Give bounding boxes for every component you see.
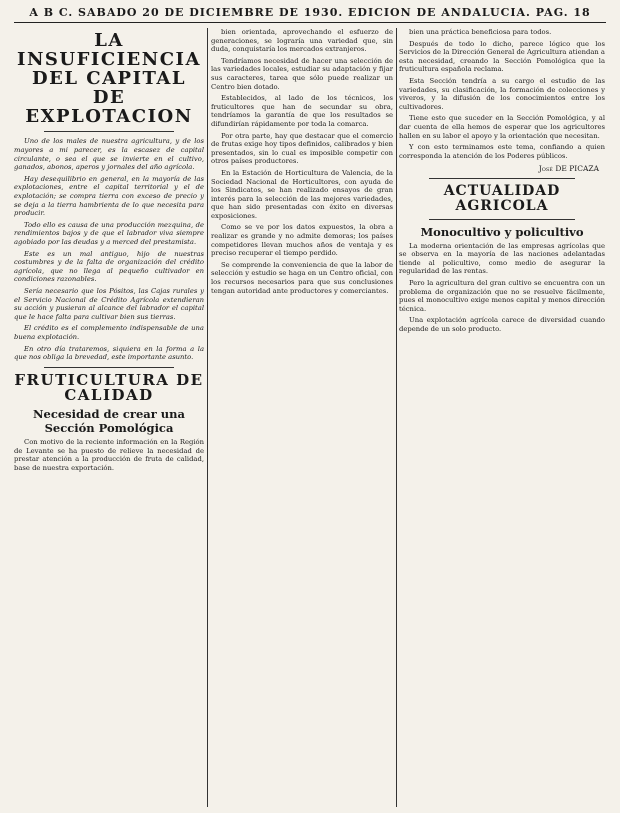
paragraph: Tiene esto que suceder en la Sección Pomológica, y al dar cuenta de ella hemos de esperar que los agricultores hallen en su labor el apoyo y la orientación que necesitan.: [399, 114, 605, 140]
paragraph: Después de todo lo dicho, parece lógico que los Servicios de la Dirección General de Agricultura atiendan a esta necesidad, creando la Sección Pomológica que la fruticultura española reclama.: [399, 39, 605, 74]
paragraph: Esta Sección tendría a su cargo el estudio de las variedades, su clasificación, la formación de colecciones y viveros, y la difusión de los conocimientos entre los cultivadores.: [399, 76, 605, 111]
paragraph: Hay desequilibrio en general, en la mayoría de las explotaciones, entre el capital territorial y el de explotación; se compra tierra con exceso de precio y se deja a la tierra hambrienta de lo que necesita para producir.: [14, 174, 204, 218]
column-2: [211, 28, 393, 813]
section-rule: [44, 367, 174, 368]
article-title: FRUTICULTURA DE CALIDAD: [14, 370, 204, 405]
article-subtitle: Monocultivo y policultivo: [420, 224, 584, 239]
paragraph: En otro día trataremos, siquiera en la forma a la que nos obliga la brevedad, este importante asunto.: [14, 344, 204, 362]
paragraph: Con motivo de la reciente información en la Región de Levante se ha puesto de relieve la necesidad de prestar atención a la producción de fruta de calidad, base de nuestra exportación.: [14, 438, 204, 472]
paragraph: Una explotación agrícola carece de diversidad cuando depende de un solo producto.: [399, 316, 605, 334]
paragraph: En la Estación de Horticultura de Valencia, de la Sociedad Nacional de Horticultores, con ayuda de los Sindicatos, se han realizado ensayos de gran interés para la selección de las mejores variedades, que han sido presentadas con éxito en diversas exposiciones.: [211, 168, 393, 220]
author-signature: José DE PICAZA: [538, 164, 599, 174]
paragraph: El crédito es el complemento indispensable de una buena explotación.: [14, 324, 204, 341]
page-header: A B C. SABADO 20 DE DICIEMBRE DE 1930. EDICION DE ANDALUCIA. PAG. 18: [29, 6, 591, 19]
article-title: LA INSUFICIENCIA DEL CAPITAL DE EXPLOTACION: [17, 30, 201, 127]
paragraph: Tendríamos necesidad de hacer una selección de las variedades locales, estudiar su adaptación y fijar sus caracteres, tarea que sólo puede realizar un Centro bien dotado.: [211, 56, 393, 91]
column-divider: [207, 28, 208, 807]
paragraph: Y con esto terminamos este tema, confiando a quien corresponda la atención de los Poderes públicos.: [399, 143, 605, 160]
paragraph: bien una práctica beneficiosa para todos.: [409, 28, 552, 36]
column-divider: [396, 28, 397, 807]
title-rule: [44, 131, 174, 132]
paragraph: Por otra parte, hay que destacar que el comercio de frutas exige hoy tipos definidos, calibrados y bien presentados, sin lo cual es imposible competir con otros países productores.: [211, 131, 393, 166]
paragraph: Como se ve por los datos expuestos, la obra a realizar es grande y no admite demoras; los países competidores llevan muchos años de ventaja y es preciso recuperar el tiempo perdido.: [211, 223, 393, 258]
paragraph: Uno de los males de nuestra agricultura, y de los mayores a mi parecer, es la escasez de capital circulante, o sea el que se invierte en el cultivo, ganados, abonos, aperos y jornales del año agrícola.: [14, 137, 204, 172]
paragraph: Se comprende la conveniencia de que la labor de selección y estudio se haga en un Centro oficial, con los recursos necesarios para que sus conclusiones tengan autoridad ante productores y comerciantes.: [211, 260, 393, 295]
paragraph: Establecidos, al lado de los técnicos, los fruticultores que han de secundar su obra, tendríamos la garantía de que los resultados se difundirían rápidamente por toda la comarca.: [211, 94, 393, 128]
paragraph: Sería necesario que los Pósitos, las Cajas rurales y el Servicio Nacional de Crédito Agrícola extendieran su acción y pusieran al alcance del labrador el capital que le hace falta para cultivar bien sus tierras.: [14, 286, 204, 321]
article-subtitle: Necesidad de crear una Sección Pomológica: [33, 407, 185, 436]
paragraph: Todo ello es causa de una producción mezquina, de rendimientos bajos y de que el labrador viva siempre agobiado por las deudas y a merced del prestamista.: [14, 220, 204, 246]
column-3: [399, 28, 605, 813]
paragraph: Este es un mal antiguo, hijo de nuestras costumbres y de la falta de organización del crédito agrícola, que no llega al pequeño cultivador en condiciones razonables.: [14, 249, 204, 284]
paragraph: La moderna orientación de las empresas agrícolas que se observa en la mayoría de las naciones adelantadas tiende al policultivo, como medio de asegurar la regularidad de las rentas.: [399, 241, 605, 276]
paragraph: bien orientada, aprovechando el esfuerzo de generaciones, se lograría una variedad que, sin duda, conquistaría los mercados extranjeros.: [211, 28, 393, 54]
section-rule: [429, 178, 575, 179]
paragraph: Pero la agricultura del gran cultivo se encuentra con un problema de organización que no se resuelve fácilmente, pues el monocultivo exige menos capital y menos dirección técnica.: [399, 279, 605, 313]
column-1: [14, 28, 204, 813]
article-title: ACTUALIDAD AGRICOLA: [443, 183, 561, 214]
header-rule: [14, 22, 606, 23]
title-rule: [429, 219, 575, 220]
